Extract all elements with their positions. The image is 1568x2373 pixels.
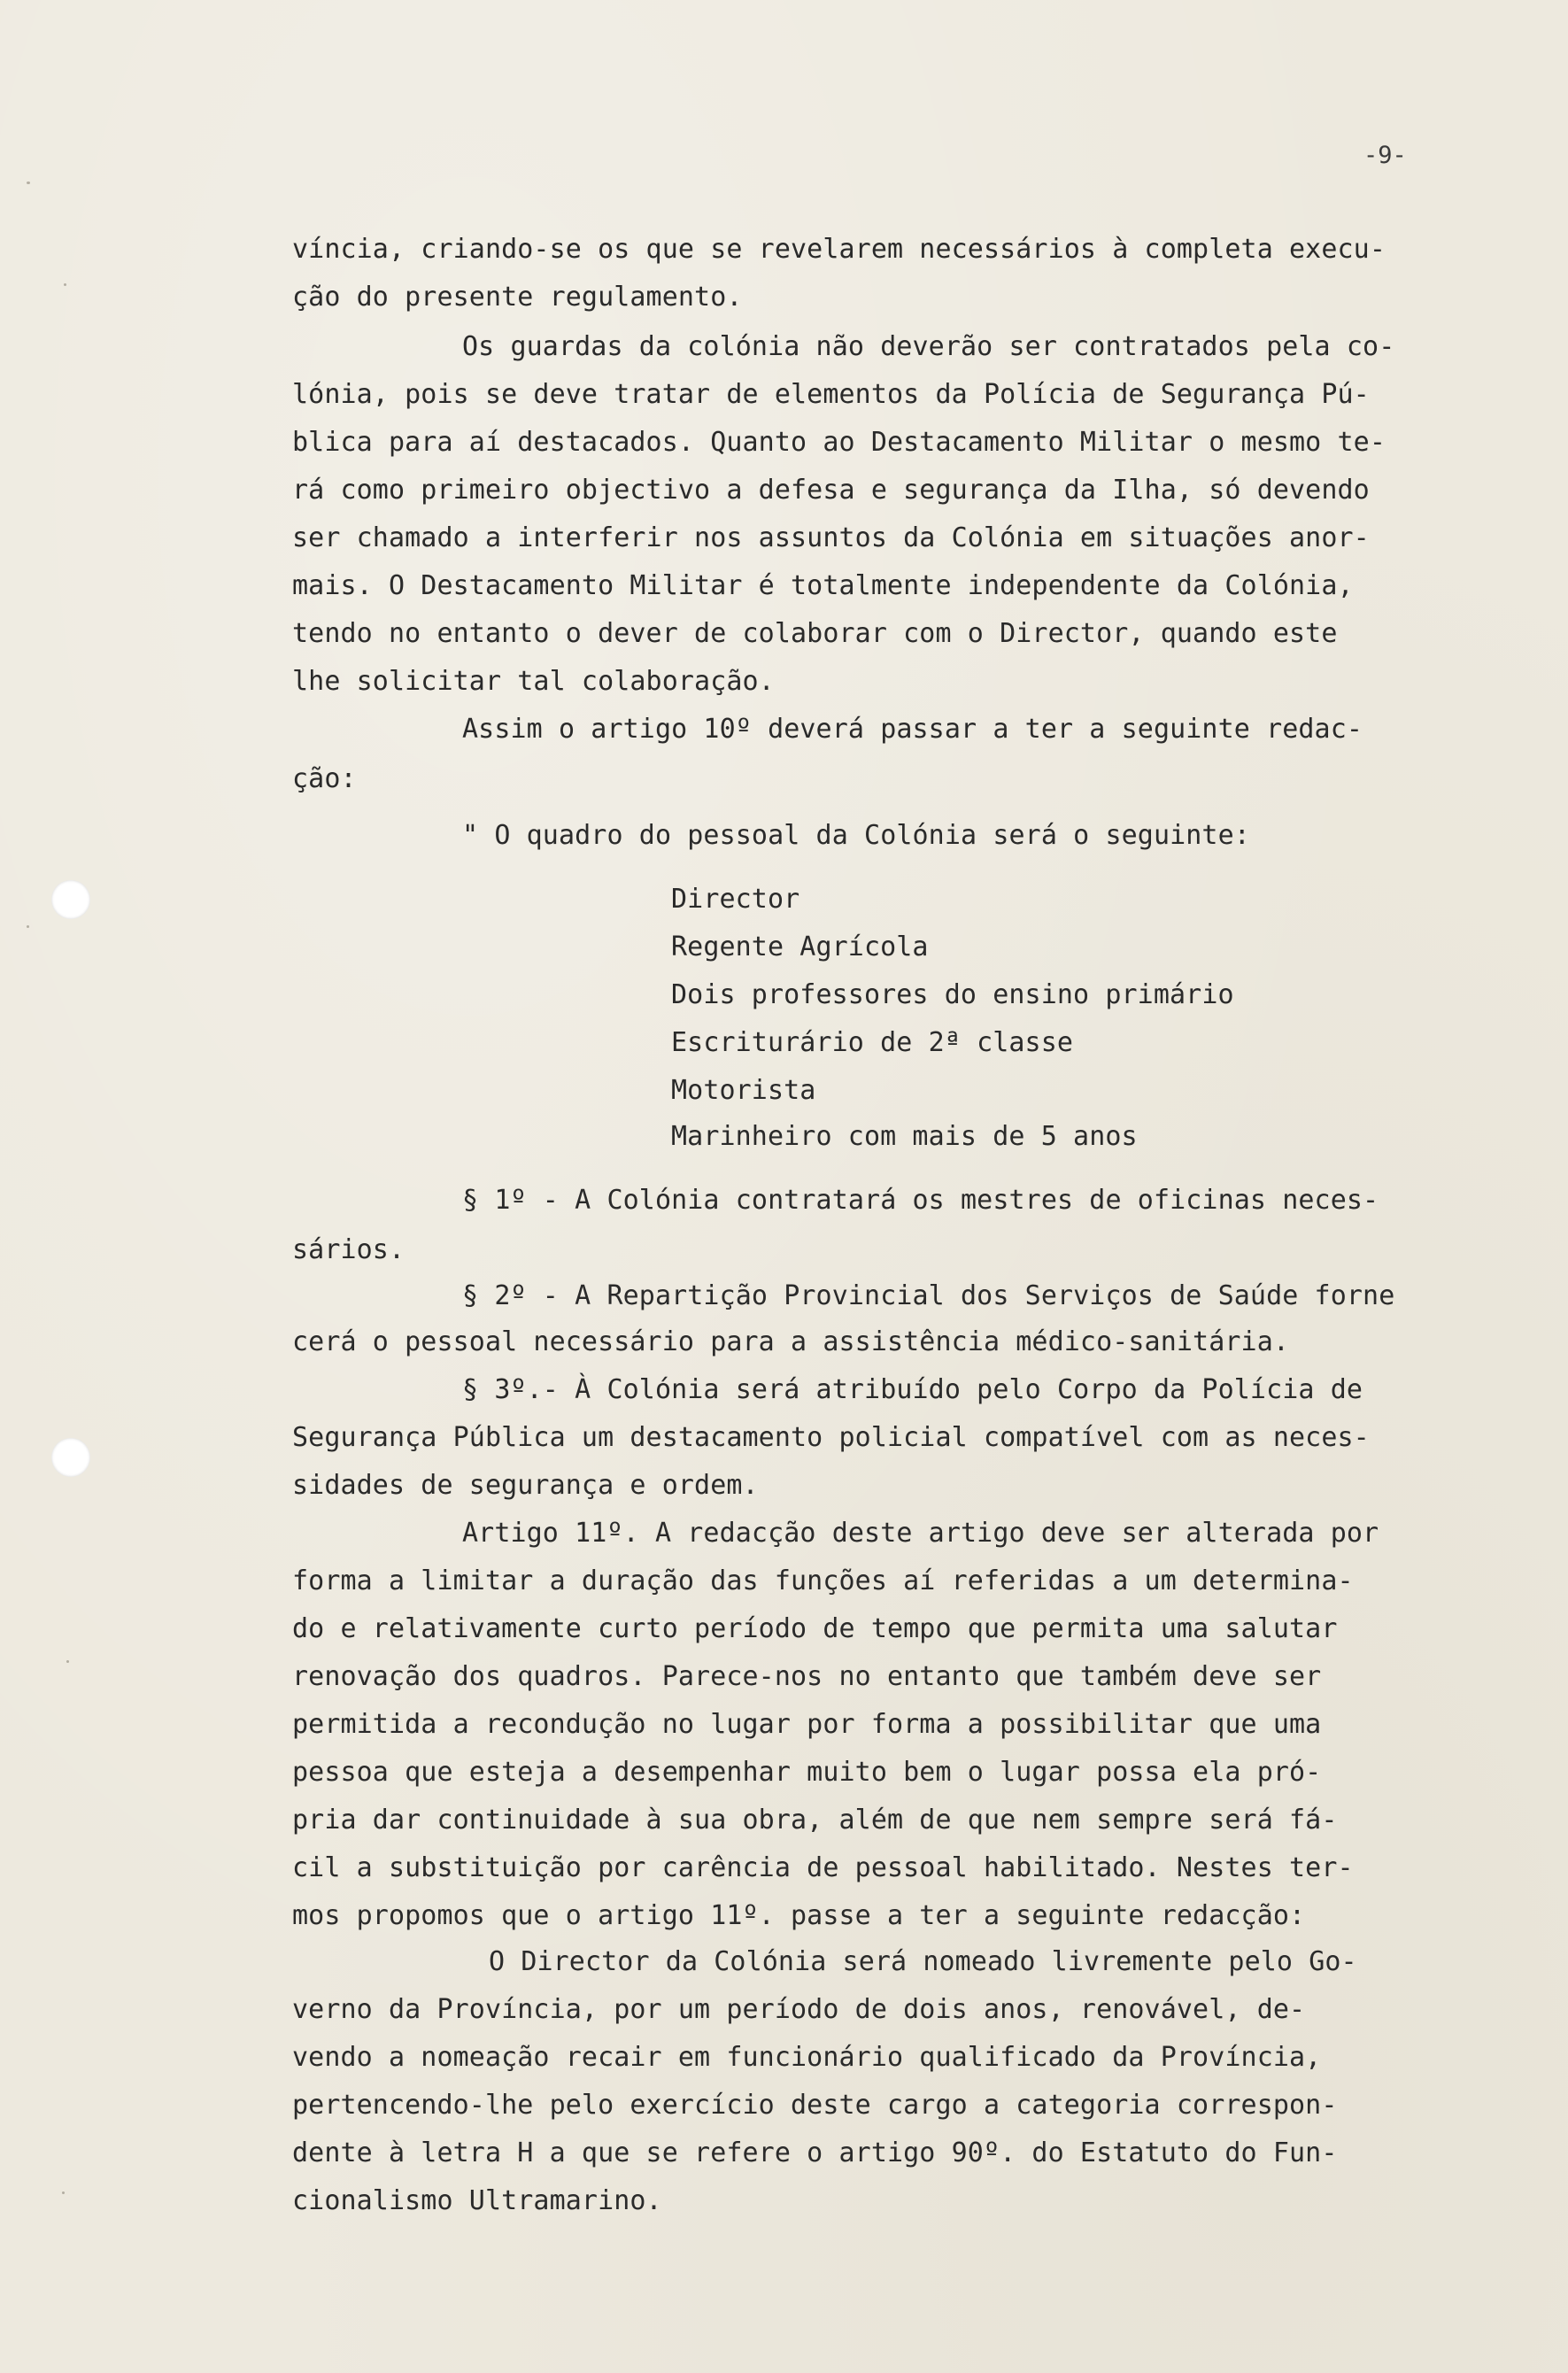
text-line: mos propomos que o artigo 11º. passe a ter a seguinte redacção:	[292, 1900, 1306, 1931]
text-line: Assim o artigo 10º deverá passar a ter a seguinte redac-	[462, 714, 1363, 745]
staff-list-item: Director	[671, 884, 800, 915]
text-line: víncia, criando-se os que se revelarem necessários à completa execu-	[292, 234, 1386, 265]
text-line: Os guardas da colónia não deverão ser contratados pela co-	[462, 331, 1395, 362]
text-line: ser chamado a interferir nos assuntos da Colónia em situações anor-	[292, 522, 1370, 553]
page-number: -9-	[1363, 142, 1407, 169]
staff-list-item: Regente Agrícola	[671, 931, 929, 962]
text-line: lónia, pois se deve tratar de elementos da Polícia de Segurança Pú-	[292, 379, 1370, 410]
text-line: forma a limitar a duração das funções aí referidas a um determina-	[292, 1565, 1354, 1596]
text-line: O Director da Colónia será nomeado livremente pelo Go-	[489, 1946, 1357, 1977]
text-line: do e relativamente curto período de tempo que permita uma salutar	[292, 1613, 1338, 1644]
text-line: sidades de segurança e ordem.	[292, 1470, 759, 1501]
text-line: vendo a nomeação recair em funcionário qualificado da Província,	[292, 2042, 1322, 2073]
text-line: Artigo 11º. A redacção deste artigo deve ser alterada por	[462, 1518, 1379, 1549]
text-line: Segurança Pública um destacamento policial compatível com as neces-	[292, 1422, 1370, 1453]
text-line: sários.	[292, 1234, 406, 1265]
text-line: mais. O Destacamento Militar é totalmente independente da Colónia,	[292, 570, 1354, 601]
text-line: permitida a recondução no lugar por forma a possibilitar que uma	[292, 1709, 1322, 1740]
text-line: § 3º.- À Colónia será atribuído pelo Corpo da Polícia de	[462, 1374, 1363, 1405]
text-line: verno da Província, por um período de dois anos, renovável, de-	[292, 1994, 1306, 2025]
text-line: pria dar continuidade à sua obra, além de que nem sempre será fá-	[292, 1805, 1338, 1836]
text-line: cil a substituição por carência de pessoal habilitado. Nestes ter-	[292, 1852, 1354, 1883]
staff-list-item: Escriturário de 2ª classe	[671, 1027, 1074, 1058]
staff-list-item: Motorista	[671, 1075, 816, 1106]
text-line: rá como primeiro objectivo a defesa e segurança da Ilha, só devendo	[292, 475, 1370, 506]
text-line: dente à letra H a que se refere o artigo 90º. do Estatuto do Fun-	[292, 2137, 1338, 2168]
text-line: § 1º - A Colónia contratará os mestres de oficinas neces-	[462, 1185, 1379, 1216]
text-line: blica para aí destacados. Quanto ao Destacamento Militar o mesmo te-	[292, 427, 1386, 458]
text-line: renovação dos quadros. Parece-nos no entanto que também deve ser	[292, 1661, 1322, 1692]
text-line: § 2º - A Repartição Provincial dos Serviços de Saúde forne	[462, 1280, 1395, 1311]
text-line: tendo no entanto o dever de colaborar com o Director, quando este	[292, 618, 1338, 649]
text-line: pessoa que esteja a desempenhar muito bem o lugar possa ela pró-	[292, 1757, 1322, 1788]
text-line: pertencendo-lhe pelo exercício deste cargo a categoria correspon-	[292, 2090, 1338, 2121]
text-line: ção do presente regulamento.	[292, 282, 743, 313]
quoted-heading: " O quadro do pessoal da Colónia será o seguinte:	[462, 820, 1250, 851]
text-line: ção:	[292, 763, 357, 794]
staff-list-item: Marinheiro com mais de 5 anos	[671, 1121, 1138, 1152]
text-line: cionalismo Ultramarino.	[292, 2185, 662, 2216]
text-line: lhe solicitar tal colaboração.	[292, 666, 775, 697]
text-line: cerá o pessoal necessário para a assistência médico-sanitária.	[292, 1326, 1290, 1357]
staff-list-item: Dois professores do ensino primário	[671, 979, 1234, 1010]
